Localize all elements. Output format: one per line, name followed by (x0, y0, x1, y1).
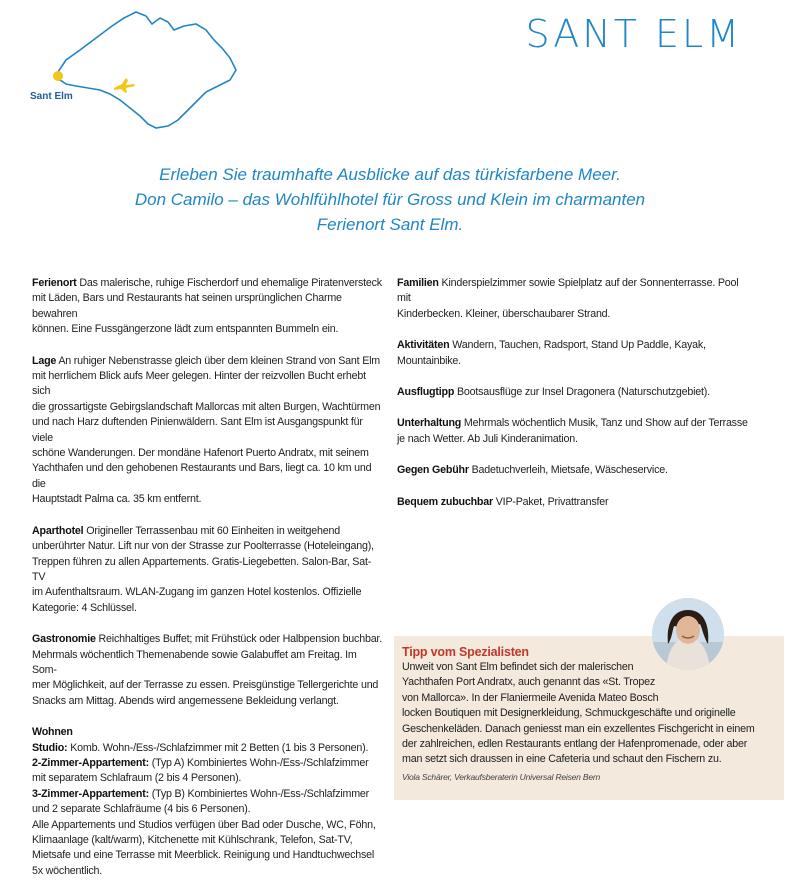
section-label: Aparthotel (32, 524, 84, 537)
section-label: Gegen Gebühr (397, 464, 469, 477)
text-line: Wandern, Tauchen, Radsport, Stand Up Paddle, Kayak, (452, 339, 706, 352)
section-aparthotel (32, 524, 384, 616)
section-label: Lage (32, 354, 57, 367)
text-line: Komb. Wohn-/Ess-/Schlafzimmer mit 2 Betten (1 bis 3 Personen). (70, 741, 369, 754)
text-line: Alle Appartements und Studios verfügen über Bad oder Dusche, WC, Föhn, (32, 818, 376, 831)
text-line: Das malerische, ruhige Fischerdorf und ehemalige Piratenversteck (79, 277, 382, 289)
text-line: Mountainbike. (397, 354, 461, 367)
section-gebuehr (397, 463, 749, 478)
text-line: An ruhiger Nebenstrasse gleich über dem kleinen Strand von Sant Elm (58, 354, 381, 367)
text-line: Mehrmals wöchentlich Themenabende sowie Galabuffet am Freitag. Im Som- (32, 648, 357, 676)
section-wohnen (32, 725, 384, 879)
section-ferienort (32, 276, 384, 338)
text-line: VIP-Paket, Privattransfer (495, 495, 609, 508)
lead-line: Don Camilo – das Wohlfühlhotel für Gross und Klein im charmanten (134, 190, 646, 209)
text-line: unberührter Natur. Lift nur von der Strasse zur Poolterrasse (Hoteleingang), (32, 540, 374, 553)
text-line: mer Möglichkeit, auf der Terrasse zu essen. Preisgünstige Tellergerichte und (32, 679, 379, 692)
text-line: (Typ B) Kombiniertes Wohn-/Ess-/Schlafzimmer (151, 787, 370, 800)
sant-elm-marker (53, 71, 63, 81)
text-line: von Mallorca». In der Flaniermeile Avenida Mateo Bosch (402, 691, 659, 704)
text-line: Kategorie: 4 Schlüssel. (32, 601, 137, 614)
section-familien (397, 276, 749, 322)
section-label: Ausflugtipp (397, 386, 455, 399)
text-line: Geschenkeläden. Danach geniesst man ein exzellentes Fischgericht in einem (402, 722, 755, 735)
section-label: Ferienort (32, 277, 77, 289)
tip-content (402, 644, 776, 785)
section-label: Gastronomie (32, 633, 96, 646)
section-zubuchbar (397, 495, 749, 510)
text-line: Snacks am Mittag. Abends wird angemessene Bekleidung verlangt. (32, 694, 339, 707)
text-line: Yachthafen und den gehobenen Restaurants und Bars, liegt ca. 10 km und die (32, 462, 372, 490)
section-label: Aktivitäten (397, 339, 450, 352)
island-outline (58, 12, 236, 128)
text-line: Mehrmals wöchentlich Musik, Tanz und Show auf der Terrasse (463, 417, 748, 430)
text-line: die grossartigste Gebirgslandschaft Mallorcas mit alten Burgen, Wachtürmen (32, 400, 381, 413)
text-line: können. Eine Fussgängerzone lädt zum entspannten Bummeln ein. (32, 323, 339, 336)
tip-signature: Viola Schärer, Verkaufsberaterin Universal Reisen Bern (402, 771, 601, 782)
section-ausflugtipp (397, 385, 749, 400)
text-line: und nach Harz duftenden Pinienwäldern. Sant Elm ist Ausgangspunkt für viele (32, 416, 363, 444)
person-portrait-icon (652, 598, 724, 670)
section-unterhaltung (397, 416, 749, 447)
section-label: Bequem zubuchbar (397, 495, 493, 508)
right-column (397, 276, 749, 526)
text-line: schöne Wanderungen. Der mondäne Hafenort Puerto Andratx, mit seinem (32, 447, 369, 460)
text-line: Klimaanlage (kalt/warm), Kitchenette mit Kühlschrank, Telefon, Sat-TV, (32, 834, 353, 846)
section-aktivitaeten (397, 338, 749, 369)
text-line: und 2 separate Schlafräume (4 bis 6 Personen). (32, 803, 251, 816)
lead-line: Erleben Sie traumhafte Ausblicke auf das türkisfarbene Meer. (159, 165, 621, 184)
specialist-photo (652, 598, 724, 670)
apartment-2-label: 2-Zimmer-Appartement: (32, 756, 149, 769)
text-line: locken Boutiquen mit Designerkleidung, Schmuckgeschäfte und originelle (402, 707, 736, 720)
section-lage (32, 354, 384, 508)
text-line: im Aufenthaltsraum. WLAN-Zugang im ganzen Hotel kostenlos. Offizielle (32, 586, 362, 599)
text-line: Origineller Terrassenbau mit 60 Einheiten in weitgehend (86, 524, 341, 537)
section-label: Unterhaltung (397, 417, 462, 430)
text-line: (Typ A) Kombiniertes Wohn-/Ess-/Schlafzimmer (151, 756, 369, 769)
text-line: man setzt sich draussen in eine Cafeteria und schaut den Fischern zu. (402, 753, 722, 766)
studio-label: Studio: (32, 741, 68, 754)
left-column (32, 276, 384, 895)
section-label: Wohnen (32, 726, 73, 739)
page-title: SANT ELM (525, 12, 742, 56)
map-label: Sant Elm (30, 91, 73, 102)
text-line: Badetuchverleih, Mietsafe, Wäscheservice. (471, 464, 668, 477)
text-line: Treppen führen zu allen Appartements. Gratis-Liegebetten. Salon-Bar, Sat-TV (32, 555, 372, 583)
text-line: mit herrlichem Blick aufs Meer gelegen. Hinter der reizvollen Bucht erhebt sich (32, 370, 366, 398)
mallorca-map (0, 0, 240, 140)
text-line: Yachthafen Port Andratx, auch genannt das «St. Tropez (402, 676, 656, 689)
text-line: mit Läden, Bars und Restaurants hat seinen ursprünglichen Charme bewahren (32, 292, 342, 320)
text-line: Kinderspielzimmer sowie Spielplatz auf der Sonnenterrasse. Pool mit (397, 277, 739, 305)
text-line: Kinderbecken. Kleiner, überschaubarer Strand. (397, 307, 611, 320)
text-line: Hauptstadt Palma ca. 35 km entfernt. (32, 493, 202, 506)
lead-line: Ferienort Sant Elm. (316, 215, 464, 234)
lead-text (60, 162, 720, 237)
section-label: Familien (397, 277, 439, 289)
apartment-3-label: 3-Zimmer-Appartement: (32, 787, 149, 800)
text-line: Bootsausflüge zur Insel Dragonera (Naturschutzgebiet). (456, 386, 710, 399)
text-line: der zahlreichen, edlen Restaurants entlang der Hafenpromenade, oder aber (402, 738, 748, 751)
text-line: 5x wöchentlich. (32, 864, 103, 877)
text-line: Reichhaltiges Buffet; mit Frühstück oder Halbpension buchbar. (98, 633, 382, 646)
section-gastronomie (32, 632, 384, 709)
text-line: Unweit von Sant Elm befindet sich der malerischen (402, 661, 634, 673)
text-line: Mietsafe und eine Terrasse mit Meerblick. Reinigung und Handtuchwechsel (32, 849, 375, 862)
specialist-tip-box (394, 636, 784, 800)
tip-title: Tipp vom Spezialisten (402, 645, 529, 659)
text-line: mit separatem Schlafraum (2 bis 4 Personen). (32, 772, 242, 785)
text-line: je nach Wetter. Ab Juli Kinderanimation. (397, 432, 578, 445)
